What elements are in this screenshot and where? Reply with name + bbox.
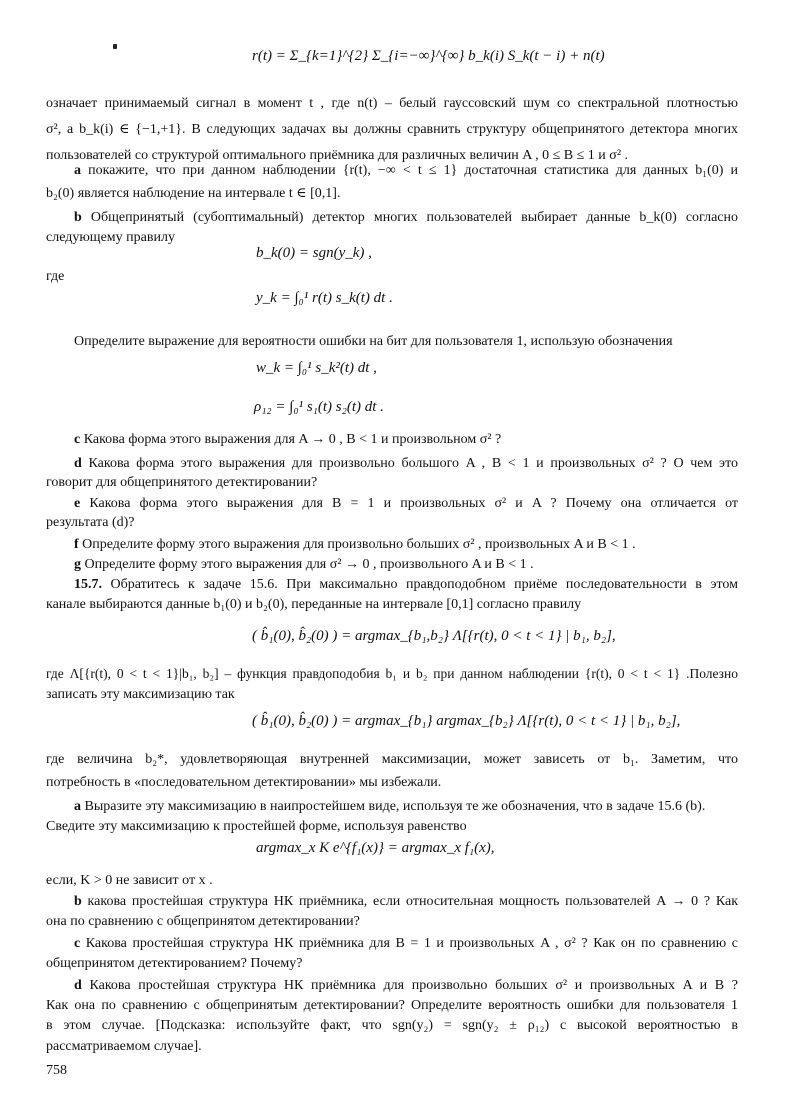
equation-ml-nested: ( b̂₁(0), b̂₂(0) ) = argmax_{b₁} argmax_{b₂} Λ[{r(t), 0 < t < 1} | b₁, b₂], xyxy=(252,713,681,729)
problem-15-7: 15.7. Обратитесь к задаче 15.6. При максимально правдоподобном приёме последовательности в этом xyxy=(74,577,738,592)
problem-part-b: b Общепринятый (субоптимальный) детектор многих пользователей выбирает данные b_k(0) согласно xyxy=(74,210,738,225)
text-line: где Λ[{r(t), 0 < t < 1}|b₁, b₂] – функция правдоподобия b₁ и b₂ при данном наблюдении {r(t), 0 < t < 1} .Полезно xyxy=(46,666,738,681)
equation-argmax: argmax_x K e^{f₁(x)} = argmax_x f₁(x), xyxy=(256,840,495,856)
text-line: Сведите эту максимизацию к простейшей форме, используя равенство xyxy=(46,819,467,834)
equation-yk: y_k = ∫₀¹ r(t) s_k(t) dt . xyxy=(256,290,393,306)
problem-number: 15.7. xyxy=(74,577,102,592)
text-line: она по сравнению с общепринятом детектировании? xyxy=(46,914,360,929)
text-line: общепринятом детектированием? Почему? xyxy=(46,956,303,971)
text-line: в этом случае. [Подсказка: используйте факт, что sgn(y₂) = sgn(y₂ ± ρ₁₂) с высокой вероятностью в xyxy=(46,1018,738,1033)
text-line: Как она по сравнению с общепринятым детектировании? Определите вероятность ошибки для пользователя 1 xyxy=(46,998,738,1013)
text-line: σ², а b_k(i) ∈ {−1,+1}. В следующих задачах вы должны сравнить структуру общепринятого детектора многих xyxy=(46,122,738,137)
problem-part-e: e Какова форма этого выражения для B = 1 и произвольных σ² и A ? Почему она отличается от xyxy=(74,496,738,511)
part-label: d xyxy=(74,456,82,471)
text-line: следующему правилу xyxy=(46,230,175,245)
page-number: 758 xyxy=(46,1063,67,1078)
text-line: Определите выражение для вероятности ошибки на бит для пользователя 1, использую обозначения xyxy=(74,334,673,349)
problem-15-7-part-c: c Какова простейшая структура НК приёмника для B = 1 и произвольных A , σ² ? Как он по сравнению с xyxy=(74,936,738,951)
part-label: b xyxy=(74,894,82,909)
problem-15-7-part-b: b какова простейшая структура НК приёмника, если относительная мощность пользователей A → 0 ? Как xyxy=(74,894,738,909)
text-line: потребность в «последовательном детектировании» мы избежали. xyxy=(46,775,442,790)
text-line: если, K > 0 не зависит от x . xyxy=(46,873,213,888)
scan-speck xyxy=(113,44,117,49)
text-line: b₂(0) является наблюдение на интервале t ∈ [0,1]. xyxy=(46,186,341,201)
part-label: а xyxy=(74,799,81,814)
problem-part-f: f Определите форму этого выражения для произвольно больших σ² , произвольных A и B < 1 . xyxy=(74,537,636,552)
problem-part-d: d Какова форма этого выражения для произвольно большого A , B < 1 и произвольных σ² ? О чем это xyxy=(74,456,738,471)
text-line: означает принимаемый сигнал в момент t , где n(t) – белый гауссовский шум со спектральной плотностью xyxy=(46,96,738,111)
text-line: результата (d)? xyxy=(46,515,135,530)
part-label: c xyxy=(74,432,81,447)
text-line: записать эту максимизацию так xyxy=(46,687,235,702)
equation-received-signal: r(t) = Σ_{k=1}^{2} Σ_{i=−∞}^{∞} b_k(i) S_k(t − i) + n(t) xyxy=(252,48,605,64)
problem-part-c: c Какова форма этого выражения для A → 0 , B < 1 и произвольном σ² ? xyxy=(74,432,502,447)
part-label: e xyxy=(74,496,81,511)
problem-15-7-part-d: d Какова простейшая структура НК приёмника для произвольно больших σ² и произвольных A и B ? xyxy=(74,978,738,993)
equation-bk0: b_k(0) = sgn(y_k) , xyxy=(256,245,372,261)
text-line: канале выбираются данные b₁(0) и b₂(0), переданные на интервале [0,1] согласно правилу xyxy=(46,597,582,612)
part-label: c xyxy=(74,936,81,951)
text-line: пользователей со структурой оптимального приёмника для различных величин A , 0 ≤ B ≤ 1 и σ² . xyxy=(46,148,629,163)
equation-rho12: ρ₁₂ = ∫₀¹ s₁(t) s₂(t) dt . xyxy=(254,399,384,415)
part-label: g xyxy=(74,557,81,572)
part-label: f xyxy=(74,537,79,552)
part-label: а xyxy=(74,163,81,178)
part-label: b xyxy=(74,210,82,225)
text-line: где xyxy=(46,269,65,284)
part-label: d xyxy=(74,978,82,993)
equation-wk: w_k = ∫₀¹ s_k²(t) dt , xyxy=(256,360,377,376)
equation-ml-joint: ( b̂₁(0), b̂₂(0) ) = argmax_{b₁,b₂} Λ[{r(t), 0 < t < 1} | b₁, b₂], xyxy=(252,628,616,644)
text-line: говорит для общепринятого детектировании? xyxy=(46,475,318,490)
problem-15-7-part-a: а Выразите эту максимизацию в наипростейшем виде, используя те же обозначения, что в задаче 15.6 (b). xyxy=(74,799,706,814)
problem-part-g: g Определите форму этого выражения для σ² → 0 , произвольного A и B < 1 . xyxy=(74,557,534,572)
problem-part-a: а покажите, что при данном наблюдении {r(t), −∞ < t ≤ 1} достаточная статистика для данных b₁(0) и xyxy=(74,163,738,178)
text-line: рассматриваемом случае]. xyxy=(46,1039,202,1054)
text-line: где величина b₂*, удовлетворяющая внутренней максимизации, может зависеть от b₁. Заметим, что xyxy=(46,752,738,767)
